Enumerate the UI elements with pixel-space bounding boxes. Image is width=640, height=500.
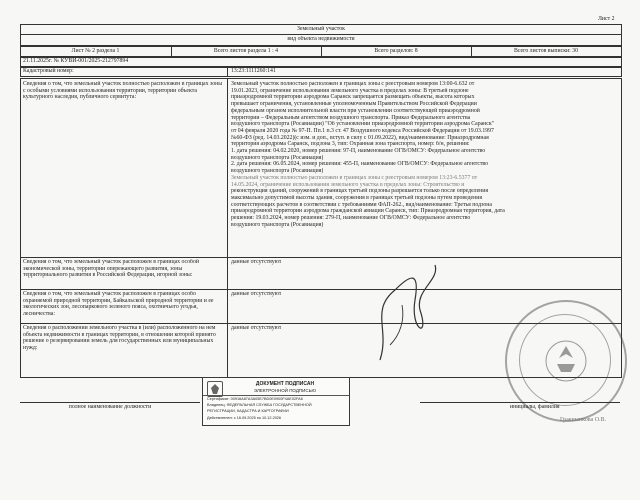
zone-line: 2. дата решения: 06.05.2024, номер решения: 455-П, наименование ОГВ/ОМСУ: Федеральное агентство <box>231 161 489 168</box>
object-subtitle: вид объекта недвижимости <box>287 36 355 42</box>
zone-line: 1. дата решения: 04.02.2020, номер решения: 97-П, наименование ОГВ/ОМСУ: Федеральное агентство <box>231 148 486 155</box>
zone-line: территория аэродрома Саранск, подзона 3, тип: Охранная зона транспорта, номер: б/н, решения: <box>231 141 470 148</box>
stamp-subtitle: ЭЛЕКТРОННОЙ ПОДПИСЬЮ <box>253 388 317 393</box>
zone-line: территории – Федеральным агентством воздушного транспорта. Приказ Федерального агентства <box>231 114 471 121</box>
stamp-cert: Сертификат: 00916A87A3A05E7BD0E0900F4AE02FA6 <box>207 397 303 401</box>
protected-area-label: Сведения о том, что земельный участок расположен в границах особо охраняемой природной территории, Байкальской природной территории и ее экологических зон, лесопаркового зеленого пояса, охотничьего угодья, лесничества: <box>23 291 214 318</box>
economic-zone-label: Сведения о том, что земельный участок расположен в границах особой экономической зоны, территории опережающего развития, зоны территориального развития в Российской Федерации, игорной зоны: <box>23 259 199 279</box>
zone-line: №60-ФЗ (ред. 14.03.2022)(с изм. и доп., вступ. в силу с 01.09.2022), вид/наименование: Приаэродромная <box>231 134 489 141</box>
sheet-number: Лист 2 <box>598 16 615 22</box>
total-sheets-section: Всего листов раздела 1 : 4 <box>213 48 279 54</box>
zone-line: воздушного транспорта (Росавиация) <box>231 221 324 228</box>
sheet-of-section: Лист № 2 раздела 1 <box>71 48 120 54</box>
zone-line: 19.01.2023, ограничение использования земельного участка в пределах зоны: В третьей подзоне <box>231 87 469 94</box>
reservation-label: Сведения о расположении земельного участка в (или) расположенного на нем объекта недвижимости в границах территории, в отношении которой принято решение о резервировании земель для государственных или муниципальных нужд: <box>23 325 216 352</box>
zone-line: решения: 19.03.2024, номер решения: 279-П, наименование ОГВ/ОМСУ: Федеральное агентство <box>231 215 471 222</box>
zone-line: реконструкция зданий, сооружений в границах третьей подзоны разрешается только после определения <box>231 188 489 195</box>
signature-name: Гракшанкова О.В. <box>560 417 607 423</box>
doc-number-row <box>20 57 622 67</box>
zone-line: превышает ограничения, установленные уполномоченным Правительством Российской Федерации <box>231 101 477 108</box>
zone-line: воздушного транспорта (Росавиации) "Об установлении приаэродромной территории аэродрома Саранск" <box>231 121 495 128</box>
total-sheets-extract: Всего листов выписки: 30 <box>514 48 578 54</box>
stamp-owner: Владелец: ФЕДЕРАЛЬНАЯ СЛУЖБА ГОСУДАРСТВЕННОЙ <box>207 403 312 407</box>
economic-zone-value: данные отсутствуют <box>231 259 282 265</box>
sheet-info-row <box>20 46 622 57</box>
position-label: полное наименование должности <box>68 404 152 410</box>
zone-line: Земельный участок полностью расположен в границах зоны с реестровым номером 13:23-6.5377 от <box>231 174 478 181</box>
header-box <box>20 24 622 46</box>
zone-line: 14.05.2024, ограничение использования земельного участка в пределах зоны: Строительство и <box>231 181 465 188</box>
total-sections: Всего разделов: 8 <box>374 48 418 54</box>
zone-label: Сведения о том, что земельный участок полностью расположен в границах зоны с особыми условиями использования территории, территории объекта культурного наследия, публичного сервитута: <box>23 81 223 101</box>
zone-text <box>231 81 619 228</box>
zone-line: от 04 февраля 2020 года № 97-П. Пп.1 п.3 ст. 47 Воздушного кодекса Российской Федерации от 19.03.1997 <box>231 127 494 134</box>
zone-line: воздушного транспорта (Росавиация) <box>231 154 324 161</box>
zone-line: приаэродромной территории аэродрома Саранск запрещается размещать объекты, высота которых <box>231 94 475 101</box>
electronic-signature-stamp <box>202 377 350 426</box>
zone-line: Земельный участок полностью расположен в границах зоны с реестровым номером 13:00-6.632 от <box>231 81 475 87</box>
initials-label: инициалы, фамилия <box>510 404 560 410</box>
zone-line: соответствующих расчетов в соответствии с требованиями ФАП-262., вид/наименование: Третья подзона <box>231 201 492 208</box>
cadastral-value: 13:23:1111260:141 <box>231 68 276 74</box>
zone-line: приаэродромной территории аэродрома гражданской авиации Саранск, тип: Приаэродромная территория, дата <box>231 208 505 215</box>
stamp-owner-cont: РЕГИСТРАЦИИ, КАДАСТРА И КАРТОГРАФИИ <box>207 409 289 413</box>
stamp-validity: Действителен: с 16.09.2025 по 10.12.2026 <box>207 416 282 420</box>
zone-line: воздушного транспорта (Росавиация) <box>231 168 324 175</box>
handwritten-signature <box>360 250 450 370</box>
cadastral-label: Кадастровый номер: <box>23 68 74 74</box>
stamp-title: ДОКУМЕНТ ПОДПИСАН <box>255 381 315 387</box>
object-title: Земельный участок <box>297 26 345 32</box>
reservation-value: данные отсутствуют <box>231 325 282 331</box>
protected-area-value: данные отсутствуют <box>231 291 282 297</box>
cadastral-row <box>20 67 622 77</box>
doc-number: 21.11.2025г. № КУВИ-001/2025-212797894 <box>23 58 129 64</box>
zone-line: максимально допустимой высоты здания, сооружения в границах третьей подзоны путем проведения <box>231 194 482 201</box>
zone-line: федеральным органом исполнительной власти при установлении соответствующей приаэродромной <box>231 107 480 114</box>
